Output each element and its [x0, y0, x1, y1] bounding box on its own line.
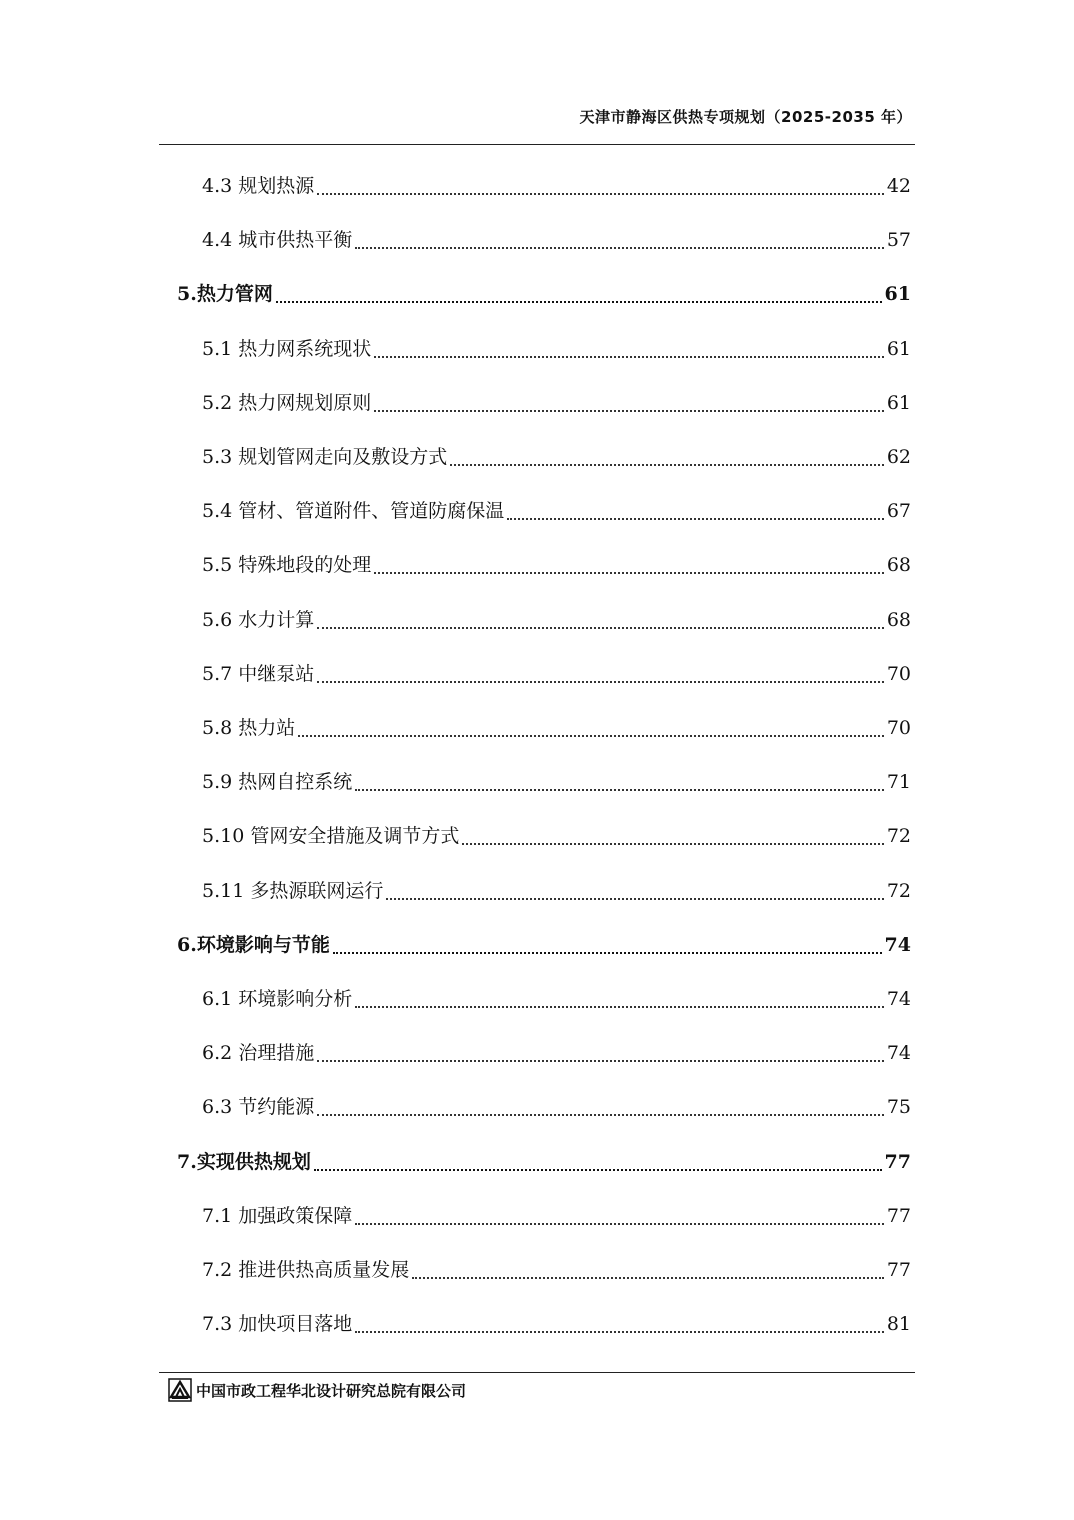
toc-chapter-entry[interactable] [0, 276, 1074, 312]
toc-section-entry[interactable] [0, 1306, 1074, 1342]
toc-section-entry[interactable] [0, 385, 1074, 421]
toc-dot-leader [355, 1198, 884, 1234]
toc-section-entry[interactable] [0, 1035, 1074, 1071]
toc-section-entry[interactable] [0, 331, 1074, 367]
company-name: 中国市政工程华北设计研究总院有限公司 [196, 1381, 467, 1400]
toc-entry-label: 5.11 多热源联网运行 [202, 879, 384, 902]
toc-entry-label: 5.1 热力网系统现状 [202, 337, 372, 360]
toc-entry-label: 5.9 热网自控系统 [202, 771, 353, 794]
toc-chapter-entry[interactable] [0, 1144, 1074, 1180]
toc-dot-leader [462, 818, 883, 854]
toc-page-number: 57 [886, 229, 911, 252]
toc-dot-leader [333, 927, 882, 963]
header-divider [159, 144, 915, 145]
toc-section-entry[interactable] [0, 981, 1074, 1017]
toc-entry-label: 6.2 治理措施 [202, 1042, 315, 1065]
toc-dot-leader [355, 981, 884, 1017]
toc-entry-label: 4.4 城市供热平衡 [202, 229, 353, 252]
toc-dot-leader [355, 764, 884, 800]
toc-section-entry[interactable] [0, 168, 1074, 204]
toc-entry-label: 4.3 规划热源 [202, 175, 315, 197]
toc-page-number: 62 [886, 446, 911, 468]
toc-page-number: 72 [886, 879, 911, 902]
toc-dot-leader [386, 873, 883, 909]
toc-entry-label: 7.3 加快项目落地 [202, 1313, 353, 1336]
company-logo-icon [168, 1378, 192, 1402]
toc-dot-leader [507, 493, 884, 529]
toc-dot-leader [317, 168, 884, 204]
toc-page-number: 72 [886, 825, 911, 848]
toc-entry-label: 5.2 热力网规划原则 [202, 391, 372, 414]
toc-page-number: 75 [886, 1096, 911, 1119]
toc-page-number: 42 [886, 175, 911, 197]
toc-dot-leader [412, 1252, 884, 1288]
toc-section-entry[interactable] [0, 602, 1074, 638]
toc-section-entry[interactable] [0, 873, 1074, 909]
toc-dot-leader [317, 1089, 884, 1125]
toc-page-number: 70 [886, 662, 911, 685]
toc-dot-leader [355, 1306, 884, 1342]
toc-dot-leader [450, 439, 884, 475]
toc-dot-leader [276, 276, 882, 312]
toc-page-number: 74 [884, 933, 911, 956]
toc-entry-label: 5.8 热力站 [202, 717, 296, 739]
toc-entry-label: 5.4 管材、管道附件、管道防腐保温 [202, 500, 505, 523]
toc-entry-label: 6.1 环境影响分析 [202, 988, 353, 1010]
toc-section-entry[interactable] [0, 439, 1074, 475]
toc-page-number: 61 [886, 391, 911, 414]
document-title: 天津市静海区供热专项规划（2025-2035 年） [579, 108, 912, 126]
toc-dot-leader [298, 710, 884, 746]
toc-dot-leader [317, 1035, 884, 1071]
toc-entry-label: 7.实现供热规划 [177, 1150, 311, 1173]
toc-page-number: 71 [886, 771, 911, 794]
toc-page-number: 77 [886, 1259, 911, 1281]
toc-dot-leader [317, 602, 884, 638]
toc-dot-leader [374, 331, 884, 367]
toc-entry-label: 5.10 管网安全措施及调节方式 [202, 825, 460, 848]
toc-section-entry[interactable] [0, 656, 1074, 692]
toc-dot-leader [374, 547, 884, 583]
toc-section-entry[interactable] [0, 547, 1074, 583]
toc-section-entry[interactable] [0, 764, 1074, 800]
toc-dot-leader [314, 1144, 882, 1180]
toc-dot-leader [355, 222, 884, 258]
toc-entry-label: 7.2 推进供热高质量发展 [202, 1259, 410, 1281]
toc-page-number: 67 [886, 500, 911, 523]
footer-divider [159, 1372, 915, 1373]
toc-page-number: 74 [886, 988, 911, 1010]
toc-section-entry[interactable] [0, 493, 1074, 529]
toc-page-number: 68 [886, 554, 911, 577]
toc-entry-label: 6.3 节约能源 [202, 1096, 315, 1119]
toc-dot-leader [317, 656, 884, 692]
toc-entry-label: 7.1 加强政策保障 [202, 1204, 353, 1227]
toc-page-number: 77 [886, 1204, 911, 1227]
page-footer [168, 1378, 466, 1402]
toc-section-entry[interactable] [0, 818, 1074, 854]
toc-entry-label: 5.热力管网 [177, 283, 273, 306]
toc-entry-label: 5.7 中继泵站 [202, 662, 315, 685]
toc-entry-label: 5.6 水力计算 [202, 608, 315, 631]
toc-page-number: 61 [884, 283, 911, 306]
toc-section-entry[interactable] [0, 222, 1074, 258]
toc-entry-label: 5.5 特殊地段的处理 [202, 554, 372, 577]
toc-page-number: 61 [886, 337, 911, 360]
toc-page-number: 81 [886, 1313, 911, 1336]
toc-entry-label: 5.3 规划管网走向及敷设方式 [202, 446, 448, 468]
toc-page-number: 77 [884, 1150, 911, 1173]
toc-section-entry[interactable] [0, 1252, 1074, 1288]
toc-section-entry[interactable] [0, 1198, 1074, 1234]
toc-section-entry[interactable] [0, 710, 1074, 746]
toc-page-number: 68 [886, 608, 911, 631]
toc-entry-label: 6.环境影响与节能 [177, 933, 330, 956]
toc-dot-leader [374, 385, 884, 421]
toc-page-number: 74 [886, 1042, 911, 1065]
toc-section-entry[interactable] [0, 1089, 1074, 1125]
toc-page-number: 70 [886, 717, 911, 739]
toc-chapter-entry[interactable] [0, 927, 1074, 963]
